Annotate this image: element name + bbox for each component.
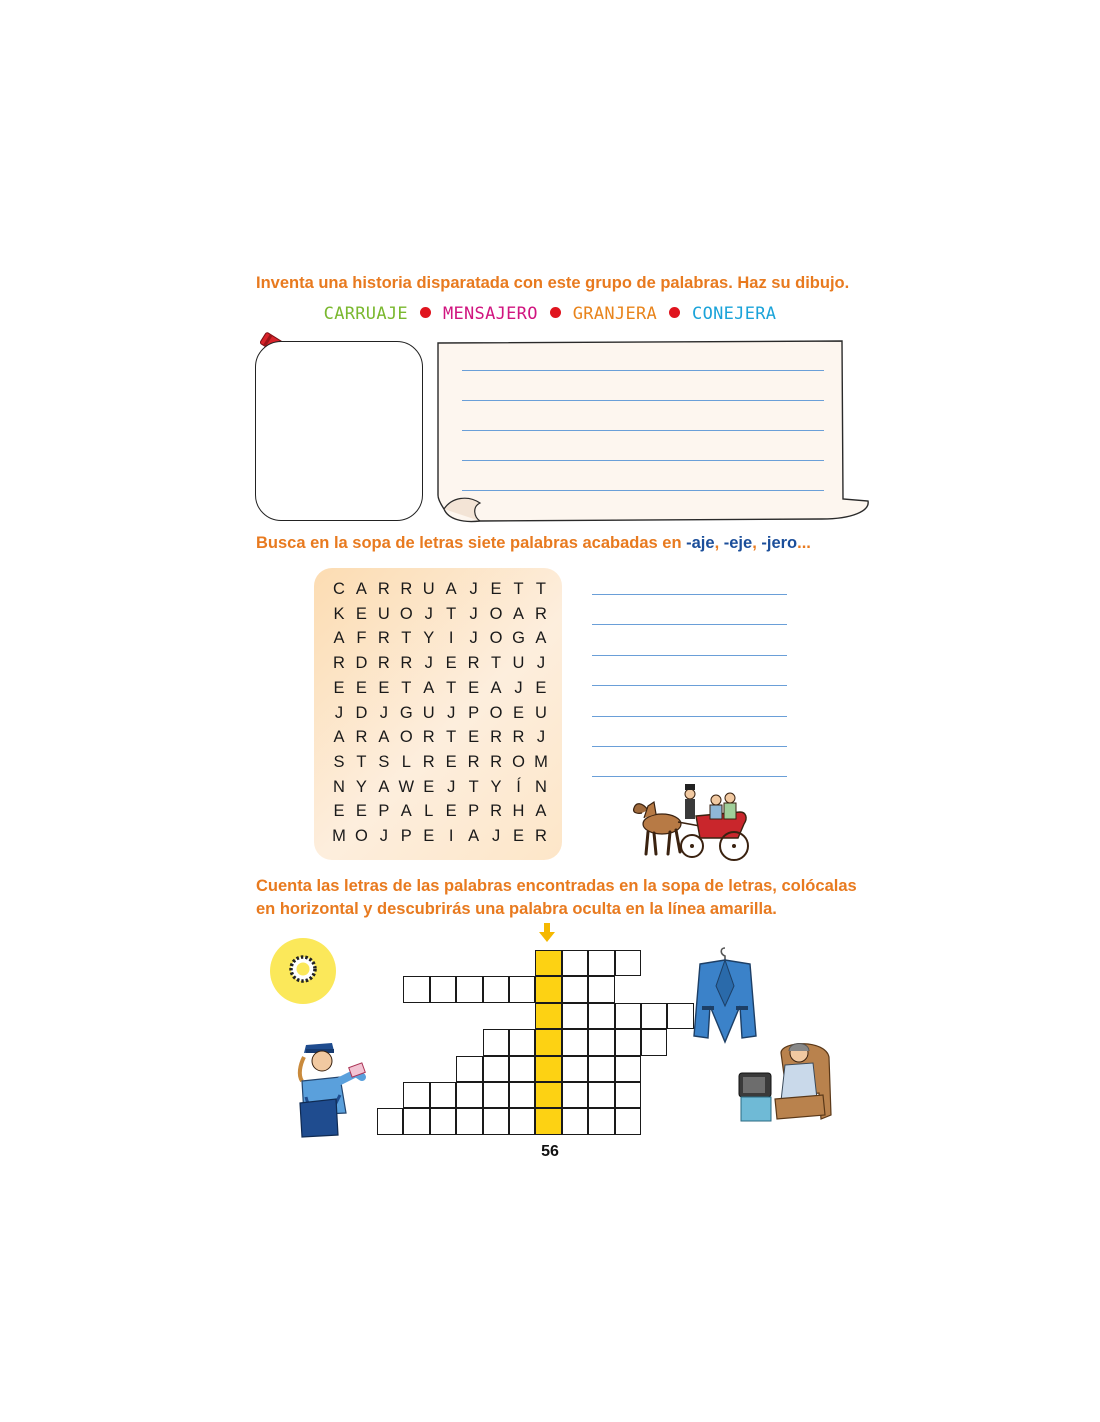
word-search-letter[interactable]: A (468, 827, 480, 845)
word-search-letter[interactable]: J (469, 629, 478, 648)
answer-line[interactable] (592, 716, 787, 717)
word-search-letter[interactable]: R (377, 629, 390, 648)
crossword-cell[interactable] (483, 976, 509, 1002)
crossword-cell[interactable] (615, 1029, 641, 1055)
word-search-letter[interactable]: A (378, 777, 390, 796)
word-search-letter[interactable]: P (378, 802, 390, 821)
answer-line[interactable] (592, 776, 787, 777)
crossword-cell[interactable] (456, 1082, 482, 1108)
word-search-letter[interactable]: T (356, 752, 367, 771)
word-search-letter[interactable]: C (333, 580, 345, 598)
word-search-letter[interactable]: A (378, 728, 390, 747)
word-search-letter[interactable]: Y (490, 777, 502, 796)
word-search-letter[interactable]: R (490, 728, 503, 747)
bullet-dot (420, 307, 431, 318)
crossword-cell-highlighted[interactable] (535, 1108, 561, 1134)
crossword-cell[interactable] (509, 1108, 535, 1134)
word-search-letter[interactable]: J (424, 604, 433, 623)
word-search-letter[interactable]: J (379, 827, 388, 845)
word-search-letter[interactable]: E (468, 728, 480, 747)
crossword-cell[interactable] (588, 1029, 614, 1055)
word-search-row (329, 728, 551, 747)
crossword-cell[interactable] (403, 1082, 429, 1108)
crossword-cell[interactable] (456, 1108, 482, 1134)
crossword-cell[interactable] (562, 1003, 588, 1029)
crossword-cell[interactable] (615, 1056, 641, 1082)
writing-paper (432, 335, 872, 527)
word-search-letter[interactable]: A (445, 580, 457, 598)
word-search-letter[interactable]: L (424, 802, 434, 821)
separator: , (714, 534, 724, 552)
word-search-row (329, 605, 551, 624)
crossword-cell[interactable] (403, 976, 429, 1002)
drawing-box[interactable] (255, 341, 423, 521)
word-search-letter[interactable]: K (333, 604, 345, 623)
word-search-letter[interactable]: E (512, 827, 524, 845)
word-search-letter[interactable]: J (491, 827, 501, 845)
suffix-eje: -eje (723, 534, 753, 552)
word-search-letter[interactable]: U (534, 703, 547, 722)
crossword-cell[interactable] (430, 976, 456, 1002)
word-search-letter[interactable]: U (512, 654, 525, 673)
word-search-letter[interactable]: A (355, 580, 367, 598)
crossword-cell[interactable] (667, 1003, 693, 1029)
word-search-letter[interactable]: T (468, 777, 479, 796)
word-search-letter[interactable]: S (378, 752, 390, 771)
crossword-cell[interactable] (430, 1108, 456, 1134)
word-search-letter[interactable]: E (333, 678, 345, 697)
word-search-letter[interactable]: Y (423, 629, 435, 648)
word-search-letter[interactable]: R (400, 580, 413, 598)
word-search-letter[interactable]: R (490, 802, 503, 821)
story-line[interactable] (462, 490, 824, 491)
word-search-letter[interactable]: E (512, 703, 524, 722)
word-search-letter[interactable]: E (490, 580, 502, 598)
word-search-letter[interactable]: R (377, 654, 390, 673)
word-search-letter[interactable]: E (445, 654, 457, 673)
crossword-cell[interactable] (483, 1056, 509, 1082)
answer-line[interactable] (592, 594, 787, 595)
separator: , (752, 534, 762, 552)
crossword-cell[interactable] (588, 1003, 614, 1029)
word-search-letter[interactable]: J (469, 580, 478, 598)
crossword-cell[interactable] (588, 1056, 614, 1082)
word-search-letter[interactable]: J (447, 777, 456, 796)
word-list (0, 304, 1100, 324)
word-search-letter[interactable]: S (333, 752, 345, 771)
word-search-letter[interactable]: R (490, 752, 503, 771)
word-search-row (329, 753, 551, 772)
word-search-letter[interactable]: O (489, 604, 503, 623)
word-search-letter[interactable]: T (401, 678, 412, 697)
word-search-letter[interactable]: R (467, 752, 480, 771)
word-search-letter[interactable]: W (398, 777, 415, 796)
suffix-jero: -jero (761, 534, 798, 552)
bullet-dot (550, 307, 561, 318)
word-search-letter[interactable]: R (534, 604, 547, 623)
crossword-cell[interactable] (483, 1082, 509, 1108)
crossword-cell[interactable] (456, 1056, 482, 1082)
crossword-cell[interactable] (509, 976, 535, 1002)
word-search-letter[interactable]: R (355, 728, 368, 747)
story-line[interactable] (462, 430, 824, 431)
answer-line[interactable] (592, 685, 787, 686)
word-search-letter[interactable]: R (467, 654, 480, 673)
word-search-letter[interactable]: R (377, 580, 390, 598)
word-search-row (329, 580, 551, 599)
word-search-letter[interactable]: J (334, 703, 344, 722)
word-search-row (329, 679, 551, 698)
word-search-letter[interactable]: A (333, 728, 345, 747)
story-line[interactable] (462, 400, 824, 401)
crossword-cell[interactable] (562, 1082, 588, 1108)
word-search-letter[interactable]: T (513, 580, 524, 598)
word-search-letter[interactable]: E (355, 678, 367, 697)
word-search-row (329, 654, 551, 673)
answer-line[interactable] (592, 624, 787, 625)
crossword-cell[interactable] (615, 1003, 641, 1029)
word-search-letter[interactable]: G (399, 703, 413, 722)
ring-image (268, 937, 338, 1007)
word-search-letter[interactable]: I (448, 827, 454, 845)
crossword-cell[interactable] (562, 950, 588, 976)
word-search-letter[interactable]: A (535, 802, 547, 821)
word-search-letter[interactable]: T (535, 580, 546, 598)
word-search-letter[interactable]: O (489, 703, 503, 722)
word-search-letter[interactable]: P (468, 703, 480, 722)
crossword-cell[interactable] (615, 1082, 641, 1108)
word-mensajero: MENSAJERO (442, 304, 538, 324)
crossword-cell[interactable] (641, 1003, 667, 1029)
crossword-cell[interactable] (403, 1108, 429, 1134)
word-search-row (329, 629, 551, 648)
word-search-letter[interactable]: R (333, 654, 345, 673)
word-carruaje: CARRUAJE (323, 304, 408, 324)
crossword-cell-highlighted[interactable] (535, 950, 561, 976)
word-search-letter[interactable]: F (356, 629, 367, 648)
word-search-letter[interactable]: I (448, 629, 454, 648)
word-search-letter[interactable]: U (377, 604, 390, 623)
crossword-cell[interactable] (588, 950, 614, 976)
word-search-letter[interactable]: M (332, 827, 346, 845)
word-search-letter[interactable]: J (424, 654, 433, 673)
down-arrow-icon (538, 922, 556, 944)
word-search-letter[interactable]: O (489, 629, 503, 648)
crossword-cell[interactable] (483, 1108, 509, 1134)
word-search-letter[interactable]: E (535, 678, 547, 697)
word-search-grid (314, 568, 562, 860)
word-search-letter[interactable]: M (534, 752, 548, 771)
word-search-letter[interactable]: O (355, 827, 368, 845)
instruction-count-line2: en horizontal y descubrirás una palabra oculta en la línea amarilla. (256, 900, 777, 918)
instruction-count-line1: Cuenta las letras de las palabras encontradas en la sopa de letras, colócalas (256, 877, 857, 895)
crossword-cell-highlighted[interactable] (535, 976, 561, 1002)
word-search-letter[interactable]: J (469, 604, 478, 623)
crossword-cell[interactable] (641, 1029, 667, 1055)
crossword-cell[interactable] (615, 1108, 641, 1134)
word-search-letter[interactable]: E (468, 678, 480, 697)
word-search-letter[interactable]: Y (355, 777, 367, 796)
crossword-cell[interactable] (483, 1029, 509, 1055)
crossword-cell[interactable] (509, 1082, 535, 1108)
crossword-cell[interactable] (562, 1108, 588, 1134)
word-search-letter[interactable]: E (445, 752, 457, 771)
word-search-letter[interactable]: E (423, 777, 435, 796)
crossword-cell-highlighted[interactable] (535, 1082, 561, 1108)
crossword-cell[interactable] (456, 976, 482, 1002)
word-search-letter[interactable]: J (536, 654, 546, 673)
word-search-letter[interactable]: D (355, 654, 368, 673)
crossword-cell[interactable] (509, 1029, 535, 1055)
word-search-letter[interactable]: A (333, 629, 345, 648)
word-search-letter[interactable]: R (400, 654, 413, 673)
word-search-letter[interactable]: O (512, 752, 525, 771)
answer-line[interactable] (592, 655, 787, 656)
suit-jacket-image (692, 946, 758, 1046)
word-search-letter[interactable]: R (534, 827, 547, 845)
word-search-letter[interactable]: J (514, 678, 523, 697)
word-search-letter[interactable]: J (447, 703, 456, 722)
word-search-letter[interactable]: T (446, 604, 457, 623)
word-search-letter[interactable]: E (378, 678, 390, 697)
word-search-letter[interactable]: T (401, 629, 412, 648)
word-search-letter[interactable]: N (333, 777, 345, 796)
crossword-cell[interactable] (562, 1056, 588, 1082)
instruction-wordsearch (256, 532, 811, 555)
word-search-letter[interactable]: R (422, 728, 435, 747)
crossword-cell[interactable] (588, 1108, 614, 1134)
word-search-letter[interactable]: R (512, 728, 525, 747)
word-search-letter[interactable]: T (446, 728, 457, 747)
word-search-letter[interactable]: E (423, 827, 435, 845)
word-search-letter[interactable]: O (399, 728, 413, 747)
word-search-letter[interactable]: G (512, 629, 525, 648)
word-search-letter[interactable]: P (468, 802, 480, 821)
grandmother-armchair-image (735, 1035, 835, 1135)
instruction-story: Inventa una historia disparatada con este grupo de palabras. Haz su dibujo. (256, 274, 850, 292)
word-search-letter[interactable]: L (401, 752, 411, 771)
crossword-cell[interactable] (377, 1108, 403, 1134)
crossword-cell[interactable] (615, 950, 641, 976)
crossword-cell-highlighted[interactable] (535, 1029, 561, 1055)
word-search-letter[interactable]: N (534, 777, 547, 796)
word-search-letter[interactable]: E (445, 802, 457, 821)
word-search-row (329, 778, 551, 797)
crossword-cell[interactable] (509, 1056, 535, 1082)
crossword-cell[interactable] (588, 976, 614, 1002)
word-search-letter[interactable]: A (512, 604, 524, 623)
crossword-cell[interactable] (562, 1029, 588, 1055)
crossword-cell[interactable] (430, 1082, 456, 1108)
word-search-letter[interactable]: D (355, 703, 368, 722)
word-search-letter[interactable]: O (399, 604, 413, 623)
instruction-ellipsis: ... (797, 534, 811, 552)
instruction-text: Busca en la sopa de letras siete palabras acabadas en (256, 534, 687, 552)
story-line[interactable] (462, 370, 824, 371)
answer-line[interactable] (592, 746, 787, 747)
word-search-letter[interactable]: H (512, 802, 525, 821)
suffix-aje: -aje (686, 534, 715, 552)
crossword-cell[interactable] (588, 1082, 614, 1108)
word-granjera: GRANJERA (572, 304, 658, 324)
bullet-dot (669, 307, 680, 318)
crossword-cell-highlighted[interactable] (535, 1003, 561, 1029)
word-search-letter[interactable]: U (422, 580, 435, 598)
word-search-letter[interactable]: T (491, 654, 502, 673)
word-search-letter[interactable]: T (446, 678, 457, 697)
word-search-letter[interactable]: J (379, 703, 388, 722)
word-search-row (329, 827, 551, 846)
word-search-row (329, 802, 551, 821)
word-search-letter[interactable]: P (400, 827, 412, 845)
word-search-row (329, 704, 551, 723)
page-number: 56 (541, 1143, 559, 1160)
word-search-letter[interactable]: A (423, 678, 435, 697)
word-search-letter[interactable]: E (355, 802, 367, 821)
word-search-letter[interactable]: A (535, 629, 547, 648)
carriage-image (630, 780, 754, 864)
word-search-letter[interactable]: A (490, 678, 502, 697)
crossword-cell[interactable] (562, 976, 588, 1002)
mail-carrier-image (284, 1035, 374, 1139)
crossword-cell-highlighted[interactable] (535, 1056, 561, 1082)
word-search-letter[interactable]: U (422, 703, 435, 722)
word-conejera: CONEJERA (692, 304, 777, 324)
word-search-letter[interactable]: E (333, 802, 345, 821)
story-line[interactable] (462, 460, 824, 461)
word-search-letter[interactable]: R (422, 752, 435, 771)
word-search-letter[interactable]: Í (516, 777, 521, 796)
word-search-letter[interactable]: A (400, 802, 412, 821)
word-search-letter[interactable]: E (355, 604, 367, 623)
word-search-letter[interactable]: J (536, 728, 546, 747)
